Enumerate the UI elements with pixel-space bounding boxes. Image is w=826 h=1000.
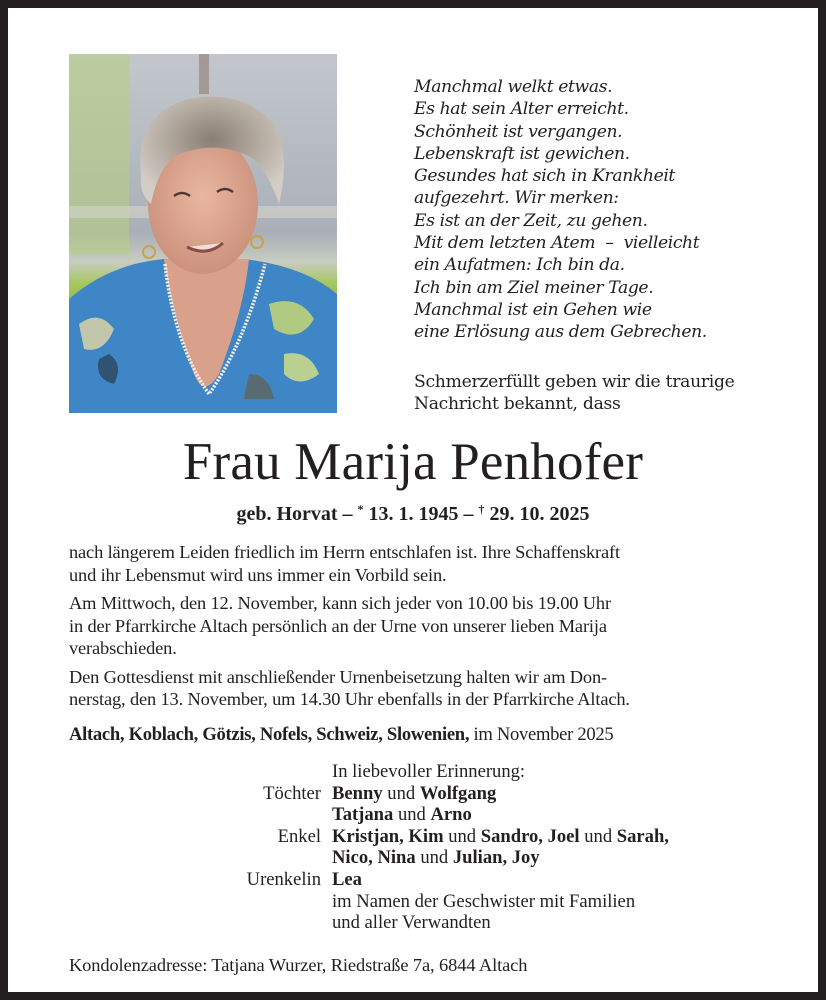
- separator: –: [458, 503, 479, 525]
- person-name: Benny: [332, 782, 383, 804]
- poem-line: Manchmal welkt etwas.: [414, 77, 613, 97]
- intro-line: Nachricht bekannt, dass: [414, 394, 621, 415]
- obituary-body: [69, 541, 759, 717]
- connector-text: und: [415, 847, 453, 869]
- deceased-name: Frau Marija Penhofer: [182, 433, 644, 491]
- connector-text: und: [382, 782, 420, 804]
- family-heading-row: [230, 761, 669, 783]
- person-name: Nico, Nina: [332, 847, 416, 869]
- portrait-photo: [69, 54, 337, 413]
- family-footer-row: [230, 912, 669, 934]
- body-line: Am Mittwoch, den 12. November, kann sich jeder von 10.00 bis 19.00 Uhr: [69, 593, 611, 613]
- death-date: 29. 10. 2025: [484, 503, 590, 525]
- body-line: in der Pfarrkirche Altach persönlich an der Urne von unserer lieben Marija: [69, 615, 607, 636]
- relation-names: [332, 826, 669, 848]
- poem-line: Es ist an der Zeit, zu gehen.: [414, 210, 648, 231]
- family-row: [230, 826, 669, 848]
- person-name: Kristjan, Kim: [332, 825, 444, 847]
- relation-names: [332, 869, 362, 891]
- birth-date: 13. 1. 1945: [363, 503, 459, 525]
- body-line: nerstag, den 13. November, um 14.30 Uhr ebenfalls in der Pfarrkirche Altach.: [69, 689, 630, 709]
- poem-line: aufgezehrt. Wir merken:: [414, 188, 619, 209]
- relation-names: [332, 804, 472, 826]
- paragraph-passing: [69, 541, 759, 586]
- poem-line: Manchmal ist ein Gehen wie: [414, 299, 652, 320]
- death-symbol: †: [478, 502, 485, 516]
- relation-label: Töchter: [263, 782, 321, 804]
- family-footer-row: [230, 891, 669, 913]
- poem-line: eine Erlösung aus dem Gebrechen.: [414, 322, 707, 343]
- maiden-name: geb. Horvat: [236, 503, 338, 525]
- family-row: [230, 869, 669, 891]
- family-footer-line: und aller Verwandten: [332, 912, 491, 934]
- person-name: Lea: [332, 868, 362, 890]
- relation-label: Urenkelin: [246, 868, 321, 890]
- poem-line: ein Aufatmen: Ich bin da.: [414, 255, 625, 276]
- body-line: und ihr Lebensmut wird uns immer ein Vorbild sein.: [69, 564, 447, 585]
- body-line: nach längerem Leiden friedlich im Herrn entschlafen ist. Ihre Schaffenskraft: [69, 542, 620, 562]
- person-name: Wolfgang: [419, 782, 497, 804]
- family-footer-line: im Namen der Geschwister mit Familien: [332, 890, 636, 912]
- family-row: [230, 847, 669, 869]
- body-line: verabschieden.: [69, 638, 177, 658]
- person-name: Julian, Joy: [452, 847, 540, 869]
- announcement-intro: [414, 371, 735, 416]
- person-name: Arno: [430, 804, 472, 826]
- poem: [414, 76, 707, 344]
- connector-text: und: [579, 825, 617, 847]
- portrait-illustration: [69, 54, 337, 413]
- birth-symbol: *: [357, 502, 364, 516]
- poem-line: Ich bin am Ziel meiner Tage.: [414, 277, 654, 298]
- family-row: [230, 783, 669, 805]
- relation-label: [230, 847, 332, 869]
- announcement-date: im November 2025: [469, 724, 614, 745]
- separator: –: [337, 503, 358, 525]
- life-dates: [0, 501, 826, 527]
- relation-names: [332, 783, 496, 805]
- family-list: [230, 761, 669, 934]
- relation-label: [230, 804, 332, 826]
- connector-text: und: [393, 804, 431, 826]
- places: Altach, Koblach, Götzis, Nofels, Schweiz, Slowenien,: [69, 724, 470, 745]
- poem-line: Gesundes hat sich in Krankheit: [414, 166, 675, 187]
- connector-text: und: [443, 825, 481, 847]
- paragraph-service: [69, 666, 759, 711]
- body-line: Den Gottesdienst mit anschließender Urnenbeisetzung halten wir am Don-: [69, 666, 607, 687]
- relation-label: Enkel: [277, 825, 321, 847]
- relation-names: [332, 847, 540, 869]
- family-heading: In liebevoller Erinnerung:: [332, 761, 526, 782]
- family-row: [230, 804, 669, 826]
- paragraph-farewell: [69, 592, 759, 660]
- person-name: Sandro, Joel: [480, 825, 580, 847]
- poem-line: Mit dem letzten Atem – vielleicht: [414, 233, 700, 254]
- places-and-date: [69, 723, 613, 747]
- poem-line: Es hat sein Alter erreicht.: [414, 99, 629, 120]
- person-name: Tatjana: [332, 804, 394, 826]
- intro-line: Schmerzerfüllt geben wir die traurige: [414, 372, 735, 392]
- poem-line: Schönheit ist vergangen.: [414, 121, 623, 142]
- poem-line: Lebenskraft ist gewichen.: [414, 143, 630, 164]
- condolence-address: Kondolenzadresse: Tatjana Wurzer, Riedstraße 7a, 6844 Altach: [69, 955, 528, 975]
- person-name: Sarah,: [616, 825, 669, 847]
